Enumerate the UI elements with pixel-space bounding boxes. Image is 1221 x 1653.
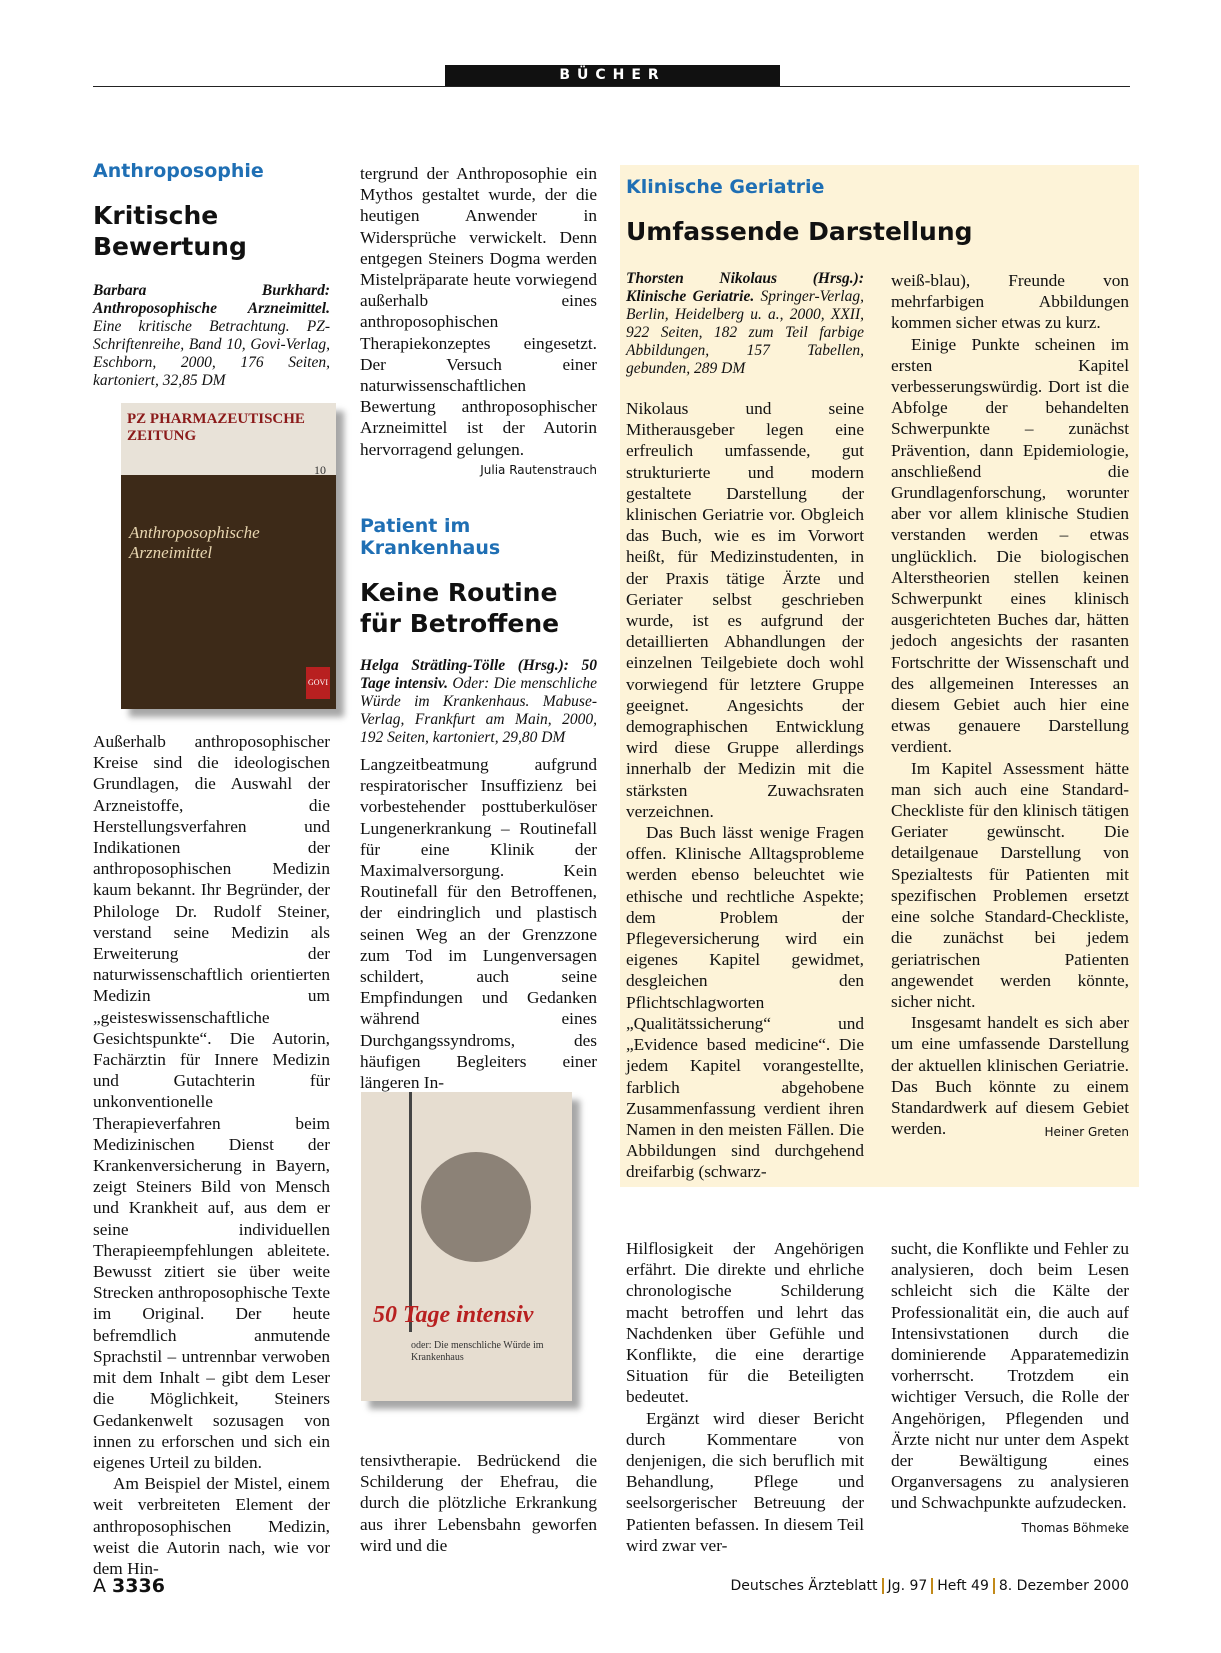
paragraph: Außerhalb anthroposophischer Kreise sind die ideologischen Grundlagen, die Auswahl der Arzneistoffe, die Herstellungsverfahren und Indikationen der anthroposophischen Medizin kaum bekannt. Ihr Begründer, der Philologe Dr. Rudolf Steiner, verstand seine Medizin als Erweiterung der naturwissenschaftlich orientierten Medizin um „geisteswissenschaftliche Gesichtspunkte“. Die Autorin, Fachärztin für Innere Medizin und Gutachterin für unkonventionelle Therapieverfahren beim Medizinischen Dienst der Krankenversicherung in Bayern, zeigt Steiners Bild von Mensch und Krankheit auf, aus dem er seine individuellen Therapieempfehlungen ableitete. Bewusst zitiert sie über weite Strecken anthroposophische Texte im Original. Der heute befremdlich anmutende Sprachstil – untrennbar verwoben mit dem Inhalt – gibt dem Leser die Möglichkeit, Steiners Gedankenwelt sozusagen von innen zu erforschen und sich ein eigenes Urteil zu bilden. <box>93 732 330 1472</box>
journal-name: Deutsches Ärzteblatt <box>730 1578 878 1594</box>
review-krankenhaus-body <box>360 754 597 1093</box>
section-label: BÜCHER <box>445 65 780 86</box>
review-anthroposophie-continued <box>360 163 597 481</box>
paragraph: weiß-blau), Freunde von mehrfarbigen Abbildungen kommen sicher etwas zu kurz. <box>891 271 1129 333</box>
review-krankenhaus-body-2 <box>360 1450 597 1556</box>
journal-date: 8. Dezember 2000 <box>998 1578 1129 1594</box>
review-geriatrie-col-b <box>891 270 1129 1143</box>
review-geriatrie-col-a <box>626 270 864 1183</box>
publisher-logo: GOVI <box>306 667 330 699</box>
paragraph: Langzeitbeatmung aufgrund respiratorischer Insuffizienz bei vorbestehender posttuberkulöser Lungenerkrankung – Routinefall für eine Klinik der Maximalversorgung. Kein Routinefall für den Betroffenen, der eindringlich und plastisch seinen Weg an der Grenzzone zum Tod im Lungenversagen schildert, auch seine Empfindungen und Gedanken während eines Durchgangssyndroms, des häufigen Begleiters einer längeren In- <box>360 755 597 1093</box>
review-geriatrie-header <box>626 176 1126 247</box>
paragraph: Im Kapitel Assessment hätte man sich auch eine Standard-Checkliste für den klinisch tätigen Geriater gewünscht. Die detailgenaue Darstellung von Spezialtests für Patienten mit spezifischen Problemen ersetzt eine solche Standard-Checkliste, die zunächst bei jedem geriatrischen Patienten angewendet werden könnte, sicher nicht. <box>891 758 1129 1011</box>
kicker: Anthroposophie <box>93 160 264 182</box>
paragraph: Das Buch lässt wenige Fragen offen. Klinische Alltagsprobleme werden ebenso beleuchtet wie ethische und rechtliche Aspekte; dem Problem der Pflegeversicherung wird ein eigenes Kapitel gewidmet, desgleichen den Pflichtschlagworten „Qualitätssicherung“ und „Evidence based medicine“. Die jedem Kapitel vorangestellte, farblich abgehobene Zusammenfassung verdient ihren Namen in den meisten Fällen. Die Abbildungen sind durchgehend dreifarbig (schwarz- <box>626 823 864 1182</box>
paragraph: Nikolaus und seine Mitherausgeber legen eine erfreulich umfassende, gut strukturierte und modern gestaltete Darstellung der klinischen Geriatrie vor. Obgleich das Buch, wie es im Vorwort heißt, für Medizinstudenten, in der Praxis tätige Ärzte und Geriater selbst geschrieben wurde, ist es aufgrund der detaillierten Abhandlungen der einzelnen Teilgebiete doch wohl vorwiegend für letztere Gruppe geeignet. Angesichts der demographischen Entwicklung wird diese Gruppe allerdings innerhalb der Medizin mit die stärksten Zuwachsraten verzeichnen. <box>626 399 864 821</box>
cover-subtitle: oder: Die menschliche Würde im Krankenhaus <box>411 1340 544 1363</box>
paragraph: Ergänzt wird dieser Bericht durch Kommentare von denjenigen, die sich beruflich mit Behandlung, Pflege und seelsorgerischer Betreuung der Patienten befassen. In diesem Teil wird zwar ver- <box>626 1408 864 1555</box>
bibliography: Thorsten Nikolaus (Hrsg.): Klinische Geriatrie. Springer-Verlag, Berlin, Heidelberg u. a., 2000, XXII, 922 Seiten, 182 zum Teil farbige Abbildungen, 157 Tabellen, gebunden, 289 DM <box>626 270 864 377</box>
journal-issue: Heft 49 <box>937 1578 989 1594</box>
cover-brand: PZ PHARMAZEUTISCHE ZEITUNG <box>127 411 305 444</box>
kicker: Patient im Krankenhaus <box>360 515 501 559</box>
paragraph: sucht, die Konflikte und Fehler zu analysieren, doch beim Lesen schleicht sich die Kälte der Professionalität ein, die auch auf Intensivstationen durch die dominierende Apparatemedizin vorherrscht. Trotzdem ein wichtiger Versuch, die Rolle der Angehörigen, Pflegenden und Ärzte nicht nur unter dem Aspekt der Bewältigung eines Organversagens zu analysieren und Schwachpunkte aufzudecken. Thomas Böhmeke <box>891 1238 1129 1514</box>
kicker: Klinische Geriatrie <box>626 176 825 198</box>
headline: Kritische Bewertung <box>93 201 247 261</box>
author-signature: Thomas Böhmeke <box>1021 1520 1129 1535</box>
header-rule <box>93 86 1130 87</box>
paragraph: Hilflosigkeit der Angehörigen erfährt. Die direkte und ehrliche chronologische Schilderung macht betroffen und lehrt das Nachdenken über Gefühle und Konflikte, die eine derartige Situation für die Beteiligten bedeutet. <box>626 1239 864 1407</box>
book-cover-50-tage-intensiv <box>361 1092 572 1401</box>
cover-title: 50 Tage intensiv <box>373 1302 534 1328</box>
cover-title: Anthroposophische Arzneimittel <box>129 523 260 562</box>
review-krankenhaus-col-4 <box>891 1238 1129 1539</box>
author-signature: Heiner Greten <box>1044 1125 1129 1140</box>
review-anthroposophie-header <box>93 160 330 390</box>
author-signature: Julia Rautenstrauch <box>480 462 597 477</box>
paragraph: tergrund der Anthroposophie ein Mythos gestaltet wurde, der die heutigen Anwender in Widersprüche verwickelt. Denn entgegen Steiners Dogma werden Mistelpräparate heute vorwiegend außerhalb eines anthroposophischen Therapiekonzeptes eingesetzt. Der Versuch einer naturwissenschaftlichen Bewertung anthroposophischer Arzneimittel ist der Autorin hervorragend gelungen. <box>360 164 597 459</box>
paragraph: Insgesamt handelt es sich aber um eine umfassende Darstellung der aktuellen klinischen Geriatrie. Das Buch könnte zu einem Standardwerk auf diesem Gebiet werden. Heiner Greten <box>891 1012 1129 1139</box>
review-krankenhaus-col-3 <box>626 1238 864 1556</box>
review-anthroposophie-body <box>93 731 330 1579</box>
review-krankenhaus-header <box>360 515 597 747</box>
bibliography: Helga Strätling-Tölle (Hrsg.): 50 Tage intensiv. Oder: Die menschliche Würde im Krankenhaus. Mabuse-Verlag, Frankfurt am Main, 2000, 192 Seiten, kartoniert, 29,80 DM <box>360 657 597 746</box>
paragraph: Am Beispiel der Mistel, einem weit verbreiteten Element der anthroposophischen Medizin, weist die Autorin nach, wie vor dem Hin- <box>93 1474 330 1578</box>
headline: Keine Routine für Betroffene <box>360 578 560 638</box>
journal-volume: Jg. 97 <box>887 1578 928 1594</box>
book-cover-anthroposophie <box>121 403 336 709</box>
paragraph: tensivtherapie. Bedrückend die Schilderung der Ehefrau, die durch die plötzliche Erkrankung aus ihrer Lebensbahn geworfen wird und die <box>360 1451 597 1555</box>
paragraph: Einige Punkte scheinen im ersten Kapitel verbesserungswürdig. Dort ist die Abfolge der behandelten Schwerpunkte – zunächst Prävention, dann Epidemiologie, anschließend die Grundlagenforschung, worunter aber vor allem klinische Studien verstanden werden – etwas unglücklich. Die biologischen Alterstheorien stellen keinen Schwerpunkt eines klinisch ausgerichteten Buches dar, hätten jedoch angesichts der rasanten Fortschritte der Wissenschaft und des allgemeinen Interesses an diesem Gebiet auch hier eine etwas genauere Darstellung verdient. <box>891 334 1129 757</box>
headline: Umfassende Darstellung <box>626 217 973 246</box>
bibliography: Barbara Burkhard: Anthroposophische Arzneimittel. Eine kritische Betrachtung. PZ-Schriftenreihe, Band 10, Govi-Verlag, Eschborn, 2000, 176 Seiten, kartoniert, 32,85 DM <box>93 282 330 389</box>
cover-number: 10 <box>314 463 326 477</box>
page-number: A 3336 <box>93 1575 165 1597</box>
journal-footer <box>730 1578 1129 1594</box>
